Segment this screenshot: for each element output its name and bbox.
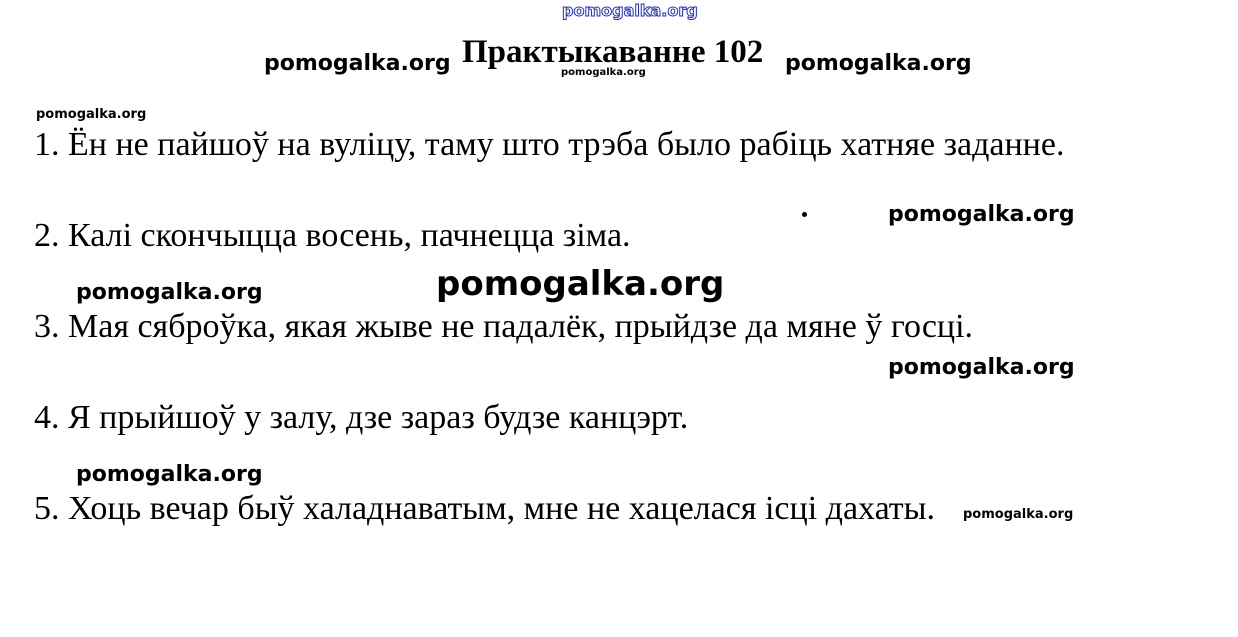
watermark-right-2: pomogalka.org [888,355,1075,380]
watermark-left-1: pomogalka.org [76,280,263,305]
sentence-3: 3. Мая сяброўка, якая жыве не падалёк, прыйдзе да мяне ў госці. [34,308,974,345]
watermark-title-small: pomogalka.org [561,67,646,78]
watermark-right-1: pomogalka.org [888,202,1075,227]
watermark-right-small: pomogalka.org [963,507,1074,522]
sentence-4: 4. Я прыйшоў у залу, дзе зараз будзе канцэрт. [34,399,689,436]
page-title: Практыкаванне 102 [462,34,764,70]
sentence-1: 1. Ён не пайшоў на вуліцу, таму што трэба было рабіць хатняе заданне. [34,126,1065,163]
sentence-5: 5. Хоць вечар быў халаднаватым, мне не хацелася ісці дахаты. [34,490,935,527]
bullet-dot [802,212,807,217]
watermark-left-2: pomogalka.org [76,462,263,487]
watermark-top-outline: pomogalka.org [562,1,698,20]
watermark-title-left: pomogalka.org [264,51,451,76]
watermark-title-right: pomogalka.org [785,51,972,76]
watermark-left-top: pomogalka.org [36,107,147,122]
watermark-center-large: pomogalka.org [436,264,725,304]
sentence-2: 2. Калі скончыцца восень, пачнецца зіма. [34,217,631,254]
